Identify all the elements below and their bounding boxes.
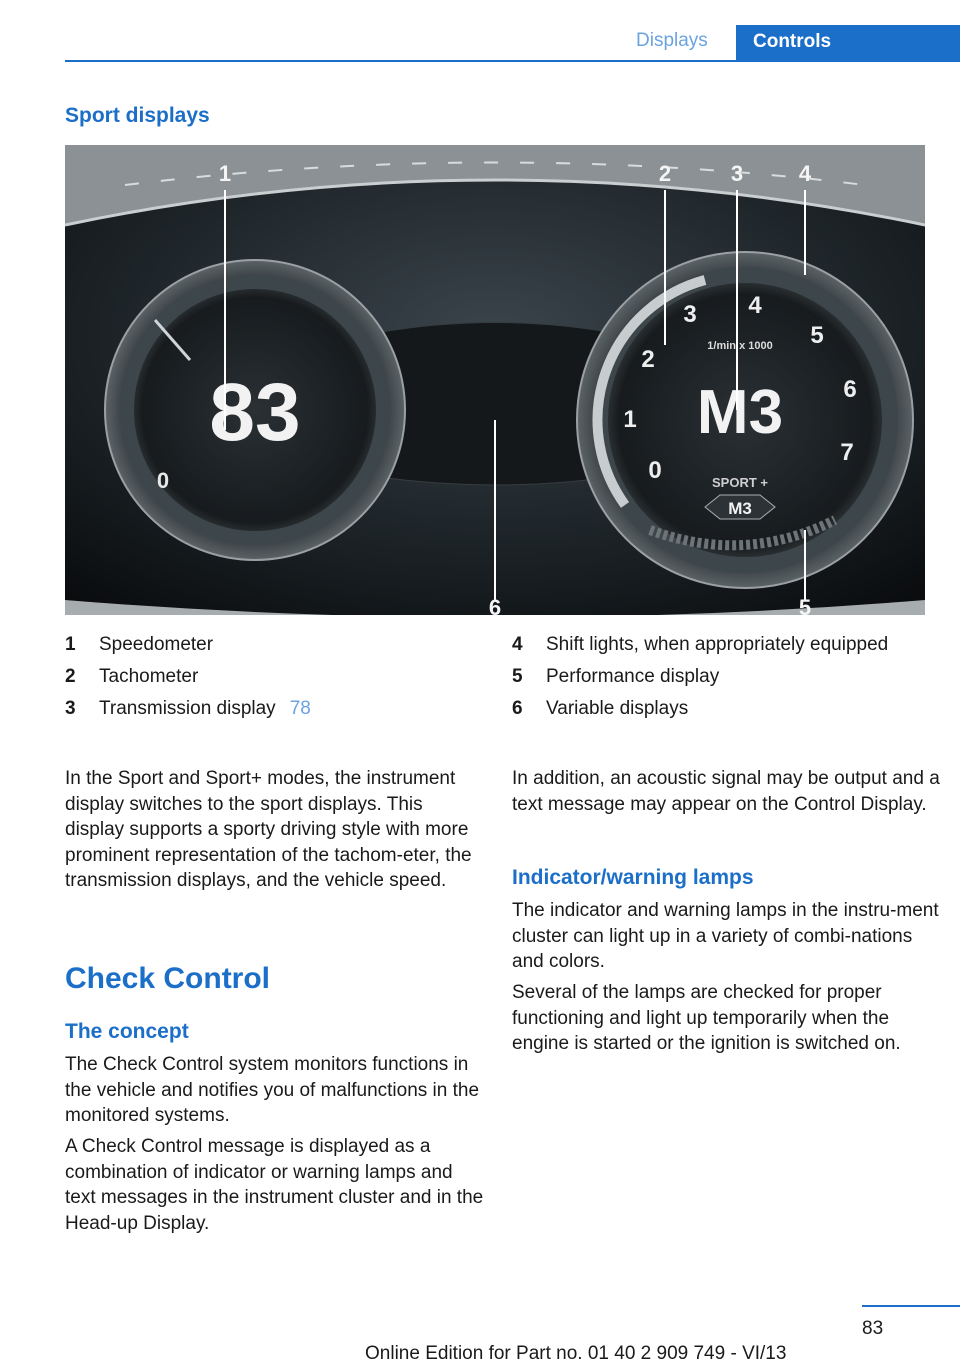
legend-item bbox=[65, 661, 485, 693]
header-chapter-tab bbox=[736, 25, 960, 62]
paragraph: The indicator and warning lamps in the instru‑ment cluster can light up in a variety of combi‑nations and colors. bbox=[512, 900, 939, 972]
legend-item bbox=[512, 629, 932, 661]
page-reference-link[interactable]: 78 bbox=[289, 698, 311, 719]
footer-rule bbox=[862, 1305, 960, 1307]
paragraph: A Check Control message is displayed as a combination of indicator or warning lamps and text messages in the instrument cluster and in the Head-up Display. bbox=[65, 1136, 484, 1234]
callout-number: 1 bbox=[218, 161, 232, 186]
paragraph: In addition, an acoustic signal may be output and a text message may appear on the Control Display. bbox=[512, 768, 940, 815]
tacho-tick-label: 5 bbox=[810, 322, 824, 349]
instrument-cluster-figure bbox=[65, 145, 925, 615]
legend-number: 1 bbox=[65, 634, 76, 655]
sport-mode-label: SPORT + bbox=[712, 475, 768, 490]
figure-legend-right bbox=[512, 629, 932, 725]
legend-text: Shift lights, when appropriately equipped bbox=[546, 634, 889, 655]
subheading: The concept bbox=[65, 1020, 189, 1043]
paragraph: Several of the lamps are checked for proper functioning and light up temporarily when the engine is started or the ignition is switched on. bbox=[512, 982, 901, 1054]
tacho-tick-label: 7 bbox=[840, 439, 854, 466]
legend-item bbox=[512, 661, 932, 693]
header-chapter-label: Controls bbox=[753, 31, 832, 52]
callout-number: 4 bbox=[798, 161, 812, 186]
mode-gear-badge: M3 bbox=[728, 499, 752, 518]
paragraph: The Check Control system monitors functions in the vehicle and notifies you of malfunctions in the monitored systems. bbox=[65, 1054, 480, 1126]
legend-text: Speedometer bbox=[99, 634, 214, 655]
tacho-unit-label: 1/min x 1000 bbox=[707, 340, 773, 352]
legend-number: 3 bbox=[65, 698, 76, 719]
edition-note: Online Edition for Part no. 01 40 2 909 749 - VI/13 bbox=[365, 1343, 787, 1364]
tacho-tick-label: 3 bbox=[683, 301, 697, 328]
header-section-label: Displays bbox=[636, 30, 708, 51]
tacho-tick-label: 4 bbox=[748, 292, 762, 319]
section-title: Sport displays bbox=[65, 104, 210, 127]
figure-legend-left bbox=[65, 629, 485, 725]
gear-readout: M3 bbox=[696, 378, 784, 447]
sport-display-description: In the Sport and Sport+ modes, the instrument display switches to the sport displays. This display supports a sporty driving style with more prominent representation of the tachom‑eter, the transmission displays, and the vehicle speed. bbox=[65, 768, 472, 891]
legend-number: 5 bbox=[512, 666, 523, 687]
chapter-heading: Check Control bbox=[65, 962, 271, 995]
legend-item bbox=[65, 629, 485, 661]
tacho-tick-label: 1 bbox=[623, 406, 637, 433]
legend-item bbox=[65, 693, 485, 725]
legend-text: Variable displays bbox=[546, 698, 689, 719]
legend-text: Performance display bbox=[546, 666, 720, 687]
speed-readout: 83 bbox=[209, 367, 301, 458]
tacho-tick-label: 2 bbox=[641, 346, 655, 373]
legend-number: 2 bbox=[65, 666, 76, 687]
legend-text: Transmission display bbox=[99, 698, 276, 719]
subheading: Indicator/warning lamps bbox=[512, 866, 754, 889]
tacho-tick-label: 0 bbox=[648, 457, 662, 484]
legend-item bbox=[512, 693, 932, 725]
callout-number: 5 bbox=[798, 595, 812, 615]
speedometer-zero-label: 0 bbox=[156, 468, 170, 493]
legend-number: 6 bbox=[512, 698, 523, 719]
legend-text: Tachometer bbox=[99, 666, 199, 687]
tacho-tick-label: 6 bbox=[843, 376, 857, 403]
page-number: 83 bbox=[862, 1318, 884, 1339]
legend-text-wrap bbox=[99, 693, 311, 725]
callout-number: 3 bbox=[730, 161, 744, 186]
callout-number: 2 bbox=[658, 161, 672, 186]
legend-number: 4 bbox=[512, 634, 523, 655]
callout-number: 6 bbox=[488, 595, 502, 615]
